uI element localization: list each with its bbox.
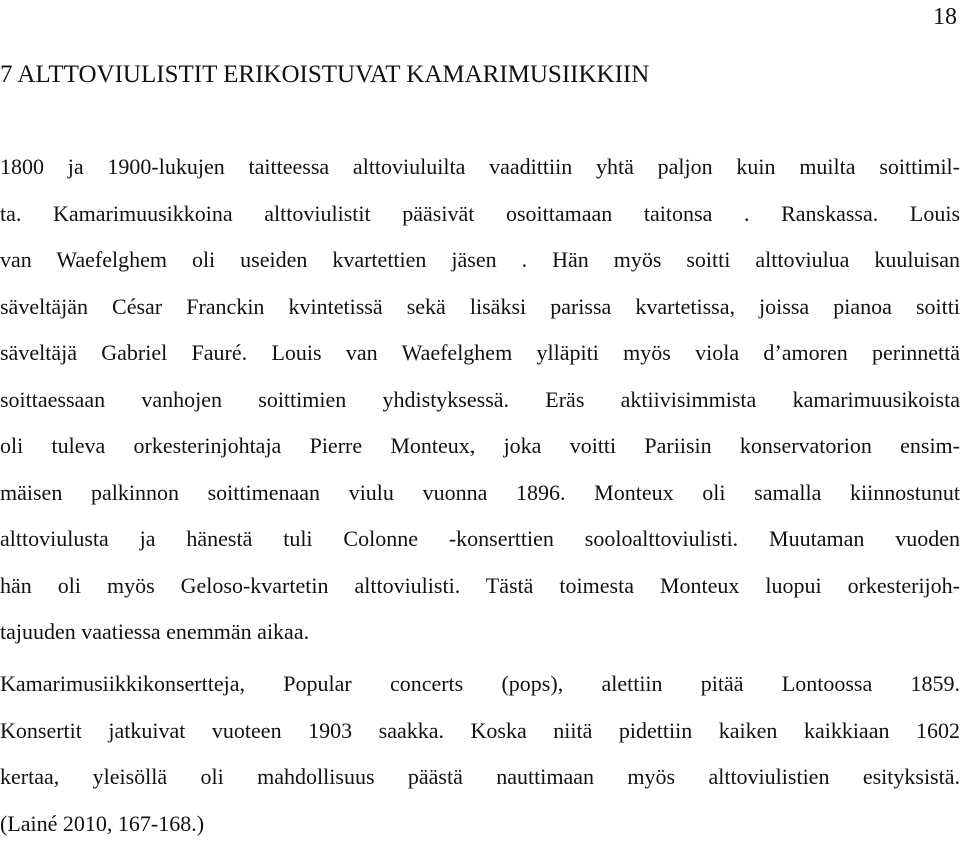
text-line: mäisen palkinnon soittimenaan viulu vuonna 1896. Monteux oli samalla kiinnostunut: [0, 470, 960, 517]
text-line: Kamarimusiikkikonsertteja, Popular concerts (pops), alettiin pitää Lontoossa 1859.: [0, 661, 960, 708]
text-line: (Lainé 2010, 167-168.): [0, 801, 960, 847]
text-line: 1800 ja 1900-lukujen taitteessa alttoviuluilta vaadittiin yhtä paljon kuin muilta soittimil-: [0, 144, 960, 191]
text-line: oli tuleva orkesterinjohtaja Pierre Monteux, joka voitti Pariisin konservatorion ensim-: [0, 423, 960, 470]
text-line: säveltäjän César Franckin kvintetissä sekä lisäksi parissa kvartetissa, joissa pianoa soitti: [0, 284, 960, 331]
paragraph-2: [0, 661, 960, 847]
page-number: 18: [933, 2, 957, 32]
text-line: ta. Kamarimuusikkoina alttoviulistit pääsivät osoittamaan taitonsa . Ranskassa. Louis: [0, 191, 960, 238]
text-line: hän oli myös Geloso-kvartetin alttoviulisti. Tästä toimesta Monteux luopui orkesterijoh-: [0, 563, 960, 610]
paragraph-1: [0, 144, 960, 656]
text-line: tajuuden vaatiessa enemmän aikaa.: [0, 609, 960, 656]
text-line: soittaessaan vanhojen soittimien yhdistyksessä. Eräs aktiivisimmista kamarimuusikoista: [0, 377, 960, 424]
chapter-heading: 7 ALTTOVIULISTIT ERIKOISTUVAT KAMARIMUSIIKKIIN: [0, 58, 649, 92]
text-line: van Waefelghem oli useiden kvartettien jäsen . Hän myös soitti alttoviulua kuuluisan: [0, 237, 960, 284]
text-line: säveltäjä Gabriel Fauré. Louis van Waefelghem ylläpiti myös viola d’amoren perinnettä: [0, 330, 960, 377]
text-line: Konsertit jatkuivat vuoteen 1903 saakka. Koska niitä pidettiin kaiken kaikkiaan 1602: [0, 708, 960, 755]
text-line: kertaa, yleisöllä oli mahdollisuus päästä nauttimaan myös alttoviulistien esityksistä.: [0, 754, 960, 801]
text-line: alttoviulusta ja hänestä tuli Colonne -konserttien sooloalttoviulisti. Muutaman vuoden: [0, 516, 960, 563]
